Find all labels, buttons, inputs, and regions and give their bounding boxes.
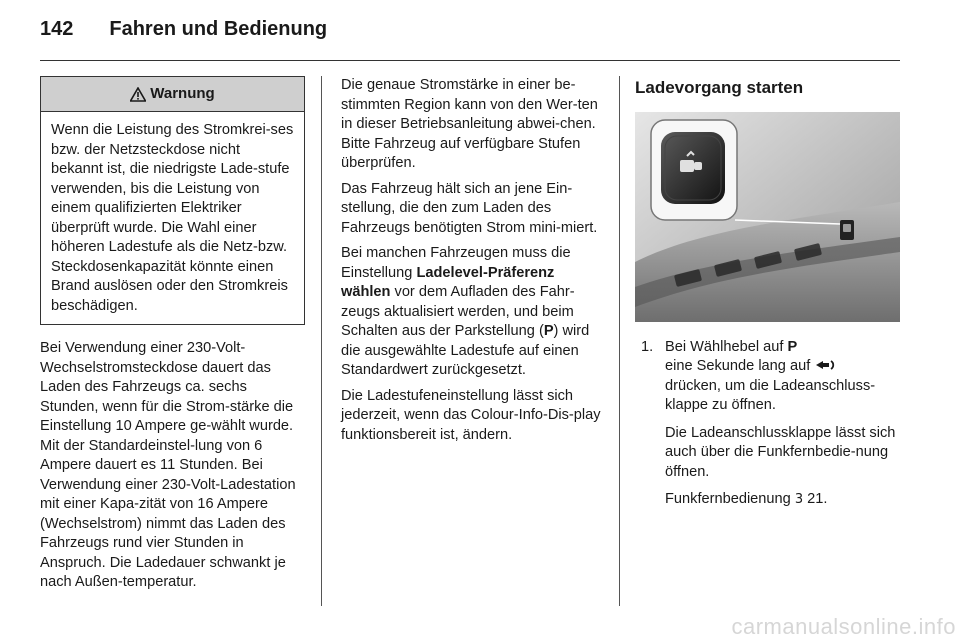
text-span: vor dem Aufladen des Fahr-zeugs aktualisiert werden, und beim Schalten aus der Parkstellung ( bbox=[341, 284, 575, 339]
step-1 bbox=[635, 338, 903, 518]
page-header bbox=[40, 18, 327, 48]
page-reference: 21. bbox=[803, 491, 828, 507]
charge-flap-icon bbox=[814, 359, 836, 371]
text-span: eine Sekunde lang auf bbox=[665, 358, 815, 374]
reference-arrow-icon: 3 bbox=[794, 492, 804, 507]
text-span: Bei Wählhebel auf bbox=[665, 338, 788, 355]
charging-time-paragraph: Bei Verwendung einer 230-Volt-Wechselstromsteckdose dauert das Laden des Fahrzeugs ca. sechs Stunden, wenn für die Strom-stärke die Einstellung 10 Ampere ge-wählt wurde. Mit der Standardeinstel-lung von 6 Ampere dauert es 11 Stunden. Bei Verwendung einer 230-Volt-Ladestation mit einer Kapa-zität von 16 Ampere (Wechselstrom) nimmt das Laden des Fahrzeugs rund vier Stunden in Anspruch. Die Ladedauer schwankt je nach Außen-temperatur. bbox=[40, 340, 296, 590]
column-right bbox=[635, 76, 903, 518]
step-instruction bbox=[665, 338, 903, 416]
header-rule bbox=[40, 60, 900, 61]
cross-reference bbox=[665, 490, 903, 510]
column-middle bbox=[341, 76, 606, 451]
section-title: Ladevorgang starten bbox=[635, 78, 804, 97]
door-panel-photo bbox=[635, 112, 900, 322]
chapter-title: Fahren und Bedienung bbox=[109, 18, 328, 40]
step-body bbox=[665, 338, 903, 518]
text-span: Bei manchen Fahrzeugen muss die Einstellung bbox=[341, 245, 571, 281]
park-position-label: P bbox=[787, 338, 798, 355]
remote-open-paragraph: Die Ladeanschlussklappe lässt sich auch über die Funkfernbedie-nung öffnen. bbox=[665, 424, 896, 480]
warning-header bbox=[41, 77, 304, 112]
warning-title: Warnung bbox=[150, 85, 215, 103]
minimize-current-paragraph: Das Fahrzeug hält sich an jene Ein-stellung, die den zum Laden des Fahrzeugs benötigten Strom mini-miert. bbox=[341, 180, 598, 236]
page-number: 142 bbox=[40, 18, 74, 40]
warning-text: Wenn die Leistung des Stromkrei-ses bzw. der Netzsteckdose nicht bekannt ist, die niedrigste Lade-stufe verwenden, bis die Leistung von einem qualifizierten Elektriker überprüft wurde. Die Wahl einer höheren Ladestufe als die Netz-bzw. Steckdosenkapazität könnte einen Brand auslösen oder den Stromkreis beschädigen. bbox=[51, 122, 294, 314]
text-span: ) wird die ausgewählte Ladestufe auf einen Standardwert zurückgesetzt. bbox=[341, 323, 590, 378]
charge-preference-paragraph bbox=[341, 244, 606, 381]
menu-item-name: Ladelevel-Präferenz wählen bbox=[341, 264, 555, 300]
text-span: Funkfernbedienung bbox=[665, 491, 795, 507]
step-number: 1. bbox=[641, 338, 654, 355]
current-region-paragraph: Die genaue Stromstärke in einer be-stimmten Region kann von den Wer-ten in dieser Betriebsanleitung abwei-chen. Bitte Fahrzeug auf verfügbare Stufen überprüfen. bbox=[341, 77, 598, 171]
warning-triangle-icon bbox=[130, 87, 146, 102]
change-setting-paragraph: Die Ladestufeneinstellung lässt sich jederzeit, wenn das Colour-Info-Dis-play funktionsbereit ist, ändern. bbox=[341, 387, 601, 443]
warning-box bbox=[40, 76, 305, 325]
column-divider-2 bbox=[619, 76, 620, 606]
park-position-label: P bbox=[543, 323, 554, 339]
column-left bbox=[40, 76, 305, 599]
column-divider-1 bbox=[321, 76, 322, 606]
text-span: drücken, um die Ladeanschluss-klappe zu öffnen. bbox=[665, 377, 876, 413]
watermark: carmanualsonline.info bbox=[731, 614, 956, 639]
